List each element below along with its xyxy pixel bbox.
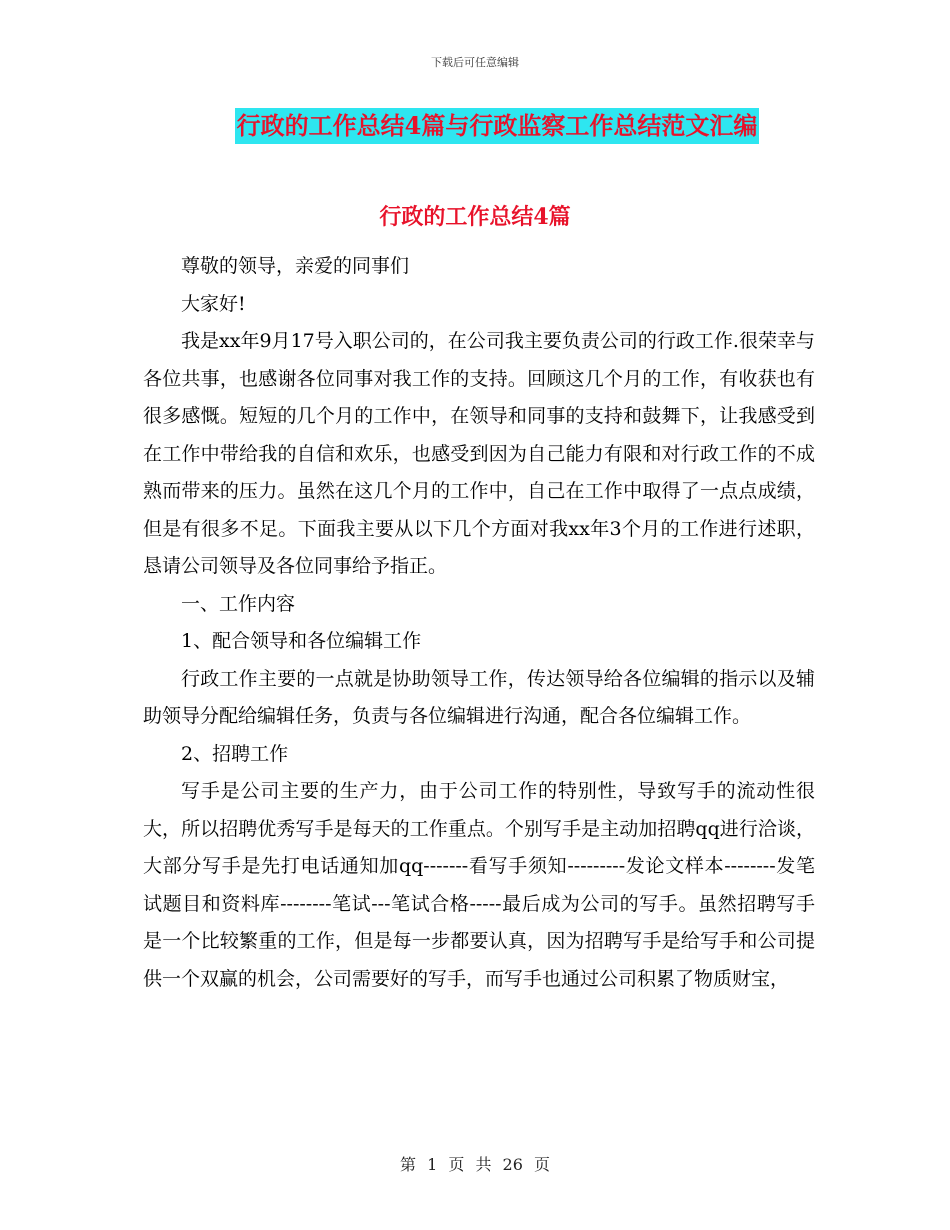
subheading-cooperation: 1、配合领导和各位编辑工作 bbox=[181, 630, 422, 652]
document-title: 行政的工作总结4篇与行政监察工作总结范文汇编 bbox=[235, 108, 760, 144]
subheading-recruitment: 2、招聘工作 bbox=[181, 742, 289, 765]
recruitment-paragraph: 写手是公司主要的生产力，由于公司工作的特别性，导致写手的流动性很大，所以招聘优秀写手是每天的工作重点。个别写手是主动加招聘qq进行洽谈，大部分写手是先打电话通知加qq-------看写手须知---------发论文样本--------发笔试题目和资料库--------笔试---笔试合格-----最后成为公司的写手。虽然招聘写手是一个比较繁重的工作，但是每一步都要认真，因为招聘写手是给写手和公司提供一个双赢的机会，公司需要好的写手，而写手也通过公司积累了物质财宝， bbox=[143, 780, 815, 990]
greeting: 大家好! bbox=[181, 292, 246, 315]
cooperation-paragraph: 行政工作主要的一点就是协助领导工作，传达领导给各位编辑的指示以及辅助领导分配给编辑任务，负责与各位编辑进行沟通，配合各位编辑工作。 bbox=[143, 667, 815, 727]
page-footer: 第 1 页 共 26 页 bbox=[400, 1155, 550, 1174]
heading-work-content: 一、工作内容 bbox=[181, 592, 296, 615]
salutation: 尊敬的领导，亲爱的同事们 bbox=[181, 255, 410, 277]
intro-paragraph: 我是xx年9月17号入职公司的，在公司我主要负责公司的行政工作.很荣幸与各位共事，也感谢各位同事对我工作的支持。回顾这几个月的工作，有收获也有很多感慨。短短的几个月的工作中，在领导和同事的支持和鼓舞下，让我感受到在工作中带给我的自信和欢乐，也感受到因为自己能力有限和对行政工作的不成熟而带来的压力。虽然在这几个月的工作中，自己在工作中取得了一点点成绩，但是有很多不足。下面我主要从以下几个方面对我xx年3个月的工作进行述职，恳请公司领导及各位同事给予指正。 bbox=[143, 330, 815, 577]
document-body bbox=[143, 248, 815, 998]
document-title-container bbox=[0, 108, 950, 144]
section-title: 行政的工作总结4篇 bbox=[379, 204, 571, 230]
header-note: 下载后可任意编辑 bbox=[431, 56, 519, 69]
